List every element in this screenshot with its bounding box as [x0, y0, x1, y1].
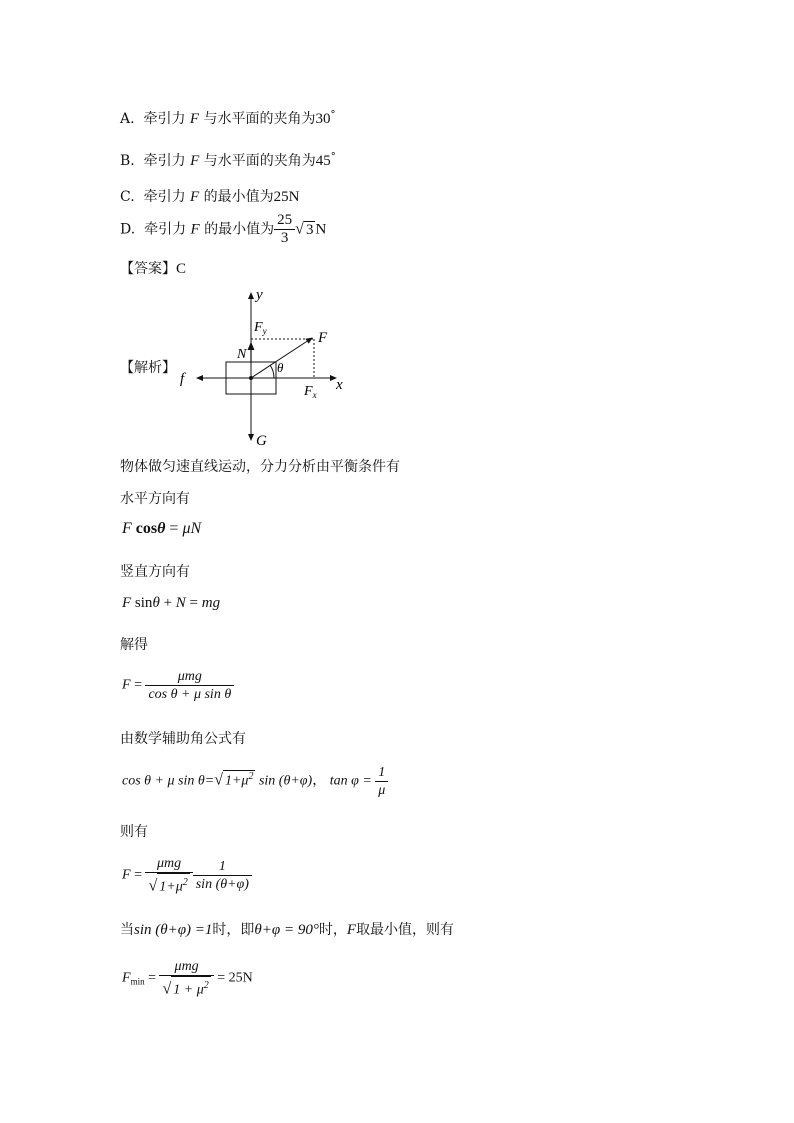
text-line-2: 水平方向有 — [120, 491, 190, 507]
radicand-text: 1 + μ — [173, 982, 204, 998]
option-b — [120, 150, 336, 170]
fraction — [145, 668, 234, 703]
eq-f: F — [122, 970, 131, 986]
label-fy — [253, 320, 267, 336]
condition-1: sin (θ+φ) =1 — [134, 922, 213, 938]
eq-equals: = — [130, 867, 146, 883]
option-value: 30 — [315, 111, 331, 127]
eq-theta: θ — [152, 595, 160, 611]
option-a — [120, 108, 336, 128]
eq-theta: θ — [157, 520, 166, 537]
text-line-7 — [120, 919, 454, 939]
option-c — [120, 186, 300, 206]
option-value: 45 — [315, 153, 331, 169]
eq-f: F — [122, 520, 132, 537]
label-fy-sub: y — [262, 326, 267, 336]
eq-equals: = — [144, 970, 160, 986]
force-diagram — [170, 285, 360, 450]
label-friction: f — [180, 371, 185, 387]
exponent: 2 — [182, 877, 188, 888]
text-fragment: 当 — [120, 922, 134, 938]
var-f: F — [189, 111, 200, 127]
equation-5 — [122, 855, 252, 896]
label-fy-main: F — [254, 320, 263, 335]
numerator: 1 — [193, 858, 252, 876]
text-line-6: 则有 — [120, 824, 148, 840]
eq-plus: + — [159, 595, 176, 611]
option-text: 牵引力 — [143, 111, 186, 127]
equation-6 — [122, 958, 253, 999]
eq-equals: = — [165, 520, 183, 537]
eq-equals: = — [185, 595, 202, 611]
radicand-text: 1+μ — [224, 773, 249, 789]
option-letter: B. — [120, 153, 135, 169]
equation-1 — [122, 520, 201, 538]
radicand — [157, 873, 189, 896]
var-f: F — [190, 221, 200, 238]
eq-rhs: sin (θ+φ) — [258, 773, 313, 789]
denominator — [145, 873, 192, 896]
denominator: cos θ + μ sin θ — [148, 687, 232, 702]
fraction — [274, 212, 295, 247]
analysis-label: 【解析】 — [120, 360, 176, 376]
radicand-text: 1+μ — [159, 879, 183, 895]
radical-sign: √ — [162, 980, 172, 998]
fraction — [159, 958, 213, 999]
text-fragment: 时， — [318, 922, 347, 938]
eq-mu: μ — [182, 520, 191, 537]
option-letter: D. — [120, 221, 136, 238]
eq-mg: mg — [201, 595, 221, 611]
answer-label: 【答案】 — [120, 261, 176, 277]
numerator: 25 — [274, 212, 295, 230]
var-f: F — [190, 153, 200, 169]
eq-n: N — [175, 595, 186, 611]
denominator — [159, 976, 213, 999]
label-g: G — [256, 433, 267, 449]
option-value: 25N — [273, 189, 300, 205]
option-text: 的最小值为 — [203, 189, 274, 205]
degree-sign: ° — [330, 151, 336, 163]
eq-cos: cos — [135, 520, 158, 537]
eq-f: F — [122, 867, 131, 883]
option-text: 牵引力 — [143, 189, 186, 205]
condition-3: F — [346, 922, 356, 938]
exponent: 2 — [203, 980, 209, 991]
label-fx — [303, 384, 317, 400]
equation-4 — [122, 764, 388, 799]
label-x: x — [336, 377, 343, 393]
eq-lhs: cos θ + μ sin θ= — [122, 773, 215, 789]
text-line-4: 解得 — [120, 637, 148, 653]
option-letter: A. — [120, 111, 135, 127]
denominator: 3 — [280, 230, 289, 246]
fraction — [375, 764, 388, 799]
radicand: 3 — [305, 221, 314, 238]
eq-tan: tan φ = — [329, 773, 376, 789]
fraction — [193, 858, 252, 893]
label-y: y — [256, 287, 263, 303]
theta-arc — [270, 365, 274, 378]
equation-3 — [122, 668, 234, 703]
eq-rhs: = 25N — [213, 970, 253, 986]
label-fx-sub: x — [312, 390, 317, 400]
numerator: μmg — [145, 855, 192, 873]
eq-equals: = — [130, 677, 146, 693]
eq-f: F — [122, 677, 131, 693]
label-n: N — [237, 347, 247, 362]
numerator: μmg — [145, 668, 234, 686]
separator: ， — [312, 773, 327, 789]
numerator: μmg — [159, 958, 213, 976]
option-text: 牵引力 — [144, 221, 187, 238]
text-fragment: 取最小值，则有 — [356, 922, 454, 938]
radical-sign: √ — [214, 771, 223, 789]
label-fx-main: F — [304, 384, 313, 399]
var-f: F — [190, 189, 200, 205]
option-text: 与水平面的夹角为 — [203, 153, 316, 169]
answer-value: C — [176, 261, 187, 277]
condition-2: θ+φ = 90° — [254, 922, 319, 938]
eq-subscript: min — [130, 976, 145, 987]
radical-sign: √ — [148, 877, 158, 895]
denominator: μ — [378, 783, 386, 798]
exponent: 2 — [248, 771, 254, 783]
text-line-3: 竖直方向有 — [120, 564, 190, 580]
radicand — [171, 976, 210, 999]
denominator: sin (θ+φ) — [195, 876, 249, 892]
radicand — [223, 770, 255, 790]
text-fragment: 时，即 — [212, 922, 255, 938]
option-text: 牵引力 — [143, 153, 186, 169]
text-line-5: 由数学辅助角公式有 — [120, 731, 246, 747]
answer-line — [120, 258, 186, 278]
eq-n: N — [190, 520, 202, 537]
origin-dot — [249, 376, 253, 380]
label-f: F — [318, 330, 328, 346]
eq-sin: sin — [134, 595, 153, 611]
option-letter: C. — [120, 189, 135, 205]
radical-sign: √ — [295, 220, 304, 238]
label-theta: θ — [277, 360, 284, 375]
unit: N — [315, 221, 327, 238]
numerator: 1 — [375, 764, 388, 782]
fraction — [145, 855, 192, 896]
eq-f: F — [122, 595, 132, 611]
degree-sign: ° — [330, 109, 336, 121]
text-line-1: 物体做匀速直线运动，分力分析由平衡条件有 — [120, 459, 400, 475]
option-text: 与水平面的夹角为 — [203, 111, 316, 127]
option-d — [120, 212, 326, 247]
equation-2 — [122, 595, 220, 612]
option-text: 的最小值为 — [204, 221, 275, 238]
